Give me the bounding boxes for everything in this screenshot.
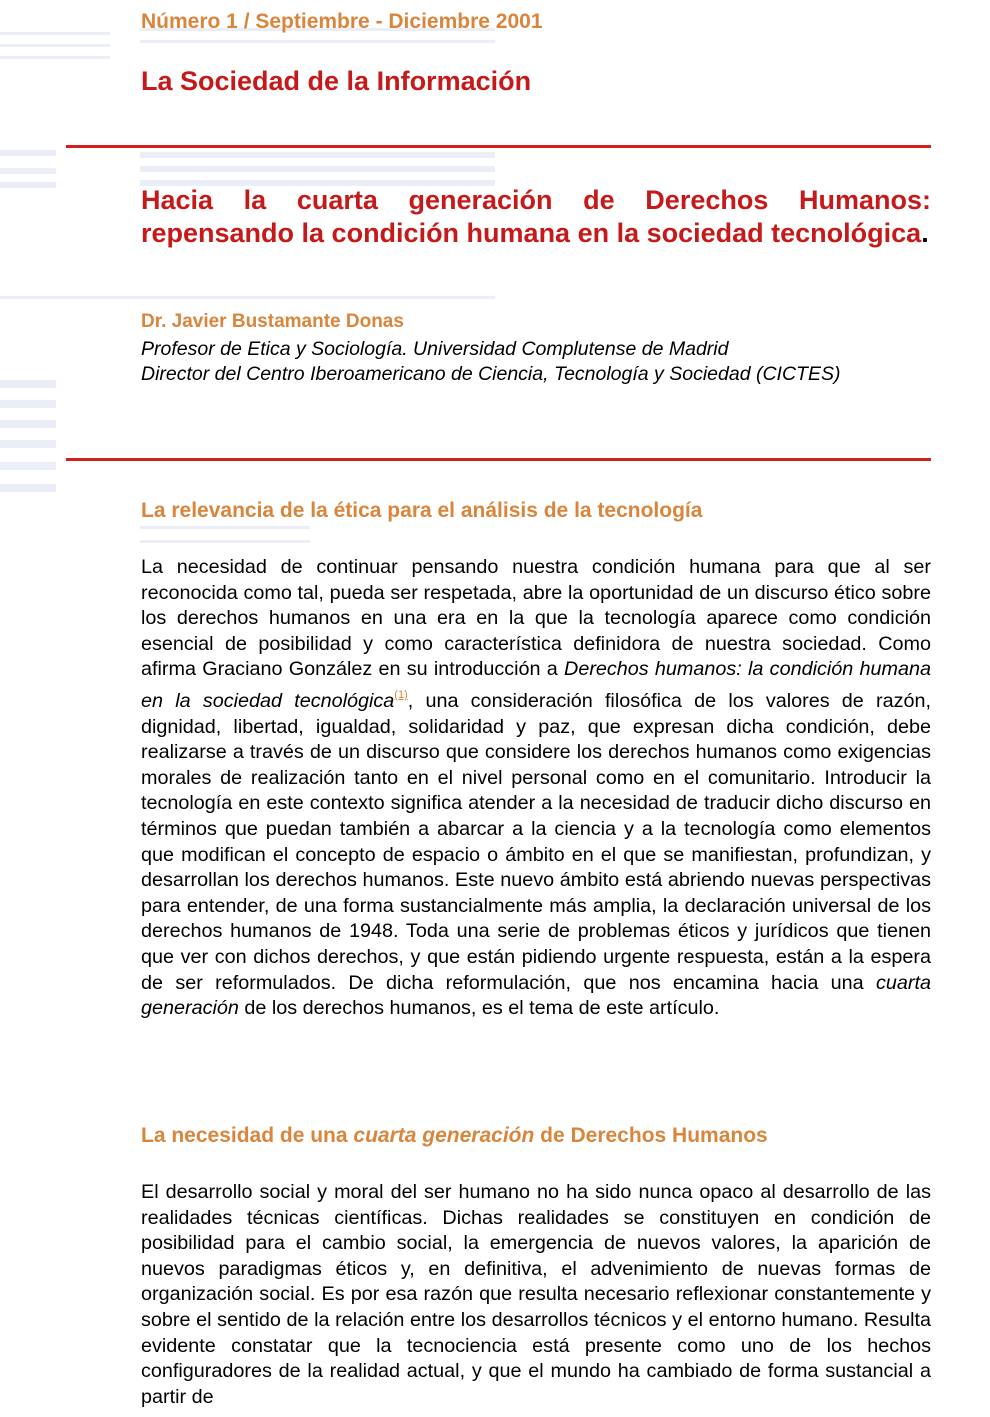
article-title-text: Hacia la cuarta generación de Derechos Humanos: repensando la condición humana en la sociedad tecnológica	[141, 185, 931, 248]
article-title-period: .	[921, 218, 929, 248]
book-title: Derechos humanos: la condición humana en la sociedad tecnológica	[141, 658, 931, 712]
heading-2-emphasis: cuarta generación	[353, 1124, 535, 1147]
body-paragraph-1	[141, 555, 931, 1022]
author-name: Dr. Javier Bustamante Donas	[141, 311, 404, 332]
divider-middle	[66, 458, 931, 461]
emphasis-cuarta-generacion: cuarta generación	[141, 971, 931, 1020]
paragraph-1-text-a: La necesidad de continuar pensando nuestra condición humana para que al ser reconocida como tal, pueda ser respetada, abre la oportunidad de un discurso ético sobre los derechos humanos en una era en la que la tecnología aparece como condición esencial de posibilidad y como característica definidora de nuestra sociedad. Como afirma Graciano González en su introducción a	[141, 556, 931, 681]
author-affiliation-2: Director del Centro Iberoamericano de Ciencia, Tecnología y Sociedad (CICTES)	[141, 363, 841, 385]
author-affiliations	[141, 337, 931, 387]
article-title	[141, 184, 931, 250]
heading-2-text-b: de Derechos Humanos	[534, 1124, 768, 1147]
author-affiliation-1: Profesor de Etica y Sociología. Universidad Complutense de Madrid	[141, 338, 729, 360]
paragraph-1-text-c: de los derechos humanos, es el tema de este artículo.	[238, 997, 720, 1020]
paragraph-1-text-b: , una consideración filosófica de los valores de razón, dignidad, libertad, igualdad, solidaridad y paz, que expresan dicha condición, debe realizarse a través de un discurso que considere los derechos humanos como exigencias morales de realización tanto en el nivel personal como en el comunitario. Introducir la tecnología en este contexto significa atender a la necesidad de traducir dicho discurso en términos que puedan también a abarcar a la ciencia y a la tecnología como elementos que modifican el concepto de espacio o ámbito en el que se manifiestan, profundizan, y desarrollan los derechos humanos. Este nuevo ámbito está abriendo nuevas perspectivas para entender, de una forma sustancialmente más amplia, la declaración universal de los derechos humanos de 1948. Toda una serie de problemas éticos y jurídicos que tienen que ver con dichos derechos, y que están pidiendo urgente respuesta, están a la espera de ser reformulados. De dicha reformulación, que nos encamina hacia una	[141, 689, 931, 994]
section-title: La Sociedad de la Información	[141, 66, 532, 96]
body-paragraph-2: El desarrollo social y moral del ser humano no ha sido nunca opaco al desarrollo de las realidades técnicas científicas. Dichas realidades se constituyen en condición de posibilidad para el cambio social, la emergencia de nuevos valores, la aparición de nuevos paradigmas éticos y, en definitiva, el advenimiento de nuevas formas de organización social. Es por esa razón que resulta necesario reflexionar constantemente y sobre el sentido de la relación entre los desarrollos técnicos y el entorno humano. Resulta evidente constatar que la tecnociencia está presente como uno de los hechos configuradores de la realidad actual, y que el mundo ha cambiado de forma sustancial a partir de	[141, 1181, 931, 1408]
section-heading-2	[141, 1124, 931, 1148]
footnote-ref-1[interactable]: (1)	[394, 688, 408, 701]
issue-number: Número 1 / Septiembre - Diciembre 2001	[141, 10, 543, 33]
section-heading-1: La relevancia de la ética para el análisis de la tecnología	[141, 499, 703, 522]
heading-2-text-a: La necesidad de una	[141, 1124, 354, 1147]
divider-top	[66, 145, 931, 148]
